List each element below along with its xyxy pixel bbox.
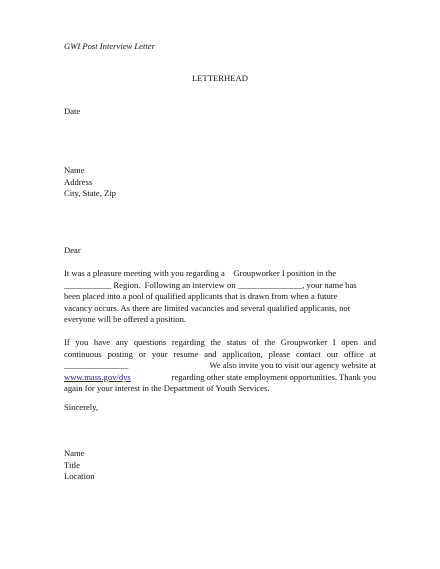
closing: Sincerely, [64, 402, 99, 412]
agency-website-link[interactable]: www.mass.gov/dys [64, 371, 131, 382]
date-label: Date [64, 106, 81, 116]
paragraph-line: ___________ Region. Following an interview on _______________, your name has [64, 279, 357, 290]
phone-blank: _______________ [64, 360, 129, 370]
paragraph-questions [64, 337, 376, 395]
paragraph-line: again for your interest in the Department of Youth Services. [64, 383, 270, 393]
recipient-name: Name [64, 165, 85, 175]
paragraph-line: If you have any questions regarding the status of the Groupworker I open and [64, 337, 376, 347]
paragraph-line: _______________ We also invite you to visit our agency website at [64, 360, 376, 370]
signature-title: Title [64, 459, 80, 470]
signature-location: Location [64, 471, 95, 481]
paragraph-line: www.mass.gov/dys regarding other state employment opportunities. Thank you [64, 371, 376, 382]
paragraph-line: It was a pleasure meeting with you regarding a Groupworker I position in the [64, 268, 337, 278]
letterhead: LETTERHEAD [192, 73, 248, 83]
document-title: GWI Post Interview Letter [64, 41, 155, 51]
paragraph-line: vacancy occurs. As there are limited vacancies and several qualified applicants, not [64, 302, 351, 313]
paragraph-line: continuous posting or your resume and application, please contact our office at [64, 348, 376, 359]
recipient-address: Address [64, 176, 93, 187]
paragraph-line: been placed into a pool of qualified applicants that is drawn from when a future [64, 291, 338, 301]
paragraph-interview [64, 268, 376, 326]
signature-name: Name [64, 448, 85, 458]
recipient-city-state-zip: City, State, Zip [64, 188, 116, 198]
paragraph-line: everyone will be offered a position. [64, 314, 187, 324]
salutation: Dear [64, 245, 81, 255]
